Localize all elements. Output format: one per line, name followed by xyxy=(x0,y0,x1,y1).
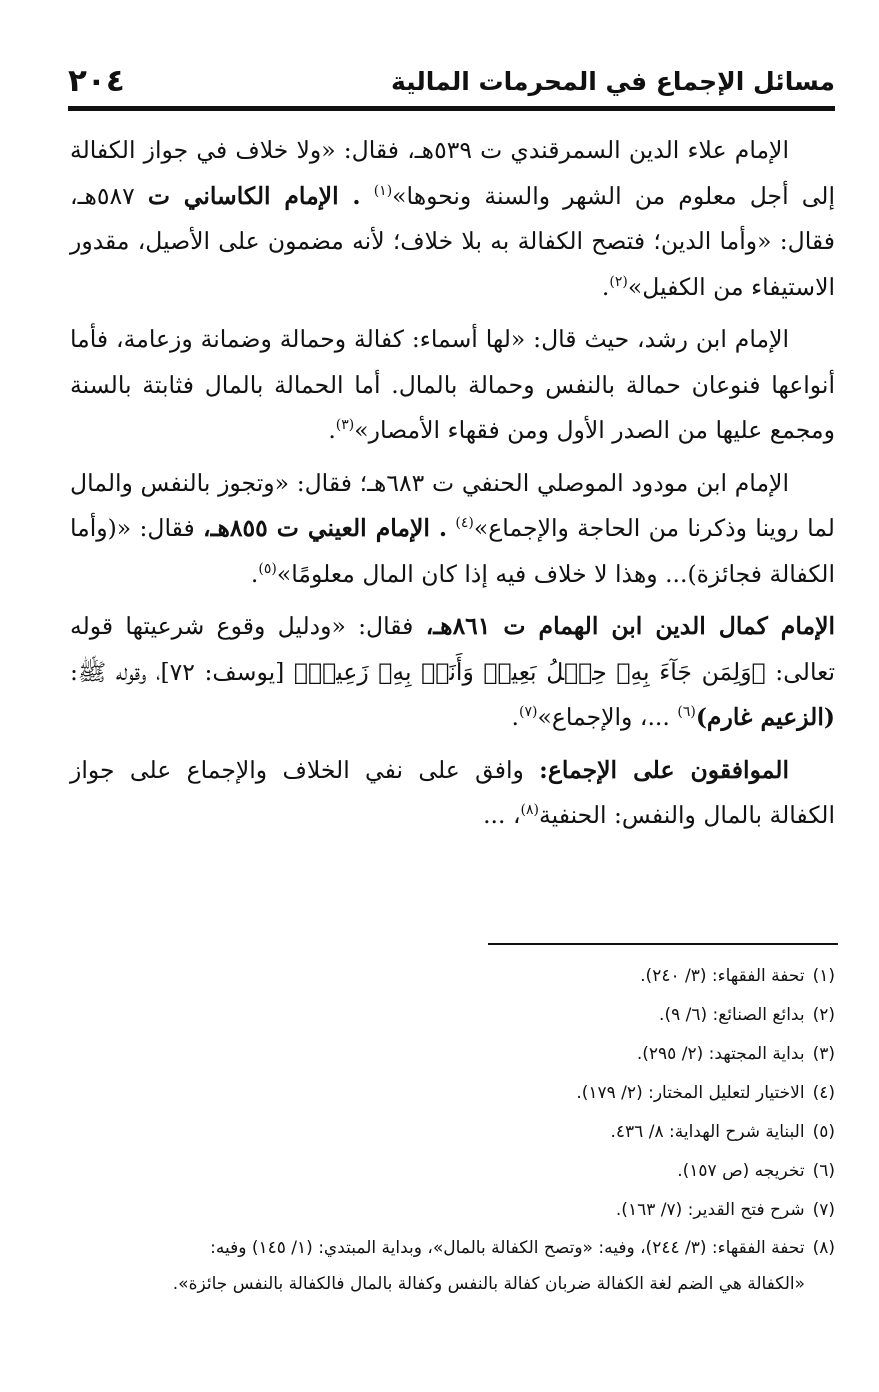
footnote-text: تحفة الفقهاء: (٣/ ٢٤٠). xyxy=(640,966,805,986)
paragraph-ibn-al-humam xyxy=(70,604,835,741)
footnote-text: البناية شرح الهداية: ٨/ ٤٣٦. xyxy=(610,1122,805,1142)
footnote-text: شرح فتح القدير: (٧/ ١٦٣). xyxy=(615,1200,805,1220)
paragraph-text: ...، والإجماع» xyxy=(537,703,670,731)
paragraph-end: ، ... xyxy=(483,801,521,829)
footnote-ref[interactable]: (٤) xyxy=(455,515,474,532)
footnote-text: بداية المجتهد: (٢/ ٢٩٥). xyxy=(636,1044,805,1064)
header-rule xyxy=(68,106,835,111)
bold-scholar-name: الإمام كمال الدين ابن الهمام ت ٨٦١هـ، xyxy=(425,612,835,640)
footnote-item xyxy=(70,1035,835,1074)
body-text xyxy=(70,128,835,846)
footnote-separator xyxy=(488,943,838,945)
paragraph-text: الإمام ابن مودود الموصلي الحنفي ت ٦٨٣هـ؛ فقال: «وتجوز بالنفس والمال لما روينا وذكرنا من الحاجة والإجماع» xyxy=(70,468,835,542)
paragraph-samarqandi-kasani xyxy=(70,128,835,310)
footnote-item xyxy=(70,1152,835,1191)
footnote-number: (٦) xyxy=(812,1161,835,1181)
page-number: ٢٠٤ xyxy=(68,63,125,99)
footnote-text: بدائع الصنائع: (٦/ ٩). xyxy=(659,1005,805,1025)
footnote-ref[interactable]: (٨) xyxy=(520,802,539,819)
paragraph-text: الإمام ابن رشد، حيث قال: «لها أسماء: كفالة وحمالة وضمانة وزعامة، فأما أنواعها فنوعان حمالة بالنفس وحمالة بالمال. أما الحمالة بالمال فثابتة بالسنة ومجمع عليها من الصدر الأول ومن فقهاء الأمصار» xyxy=(70,325,835,444)
footnote-number: (٨) xyxy=(812,1238,835,1258)
footnote-number: (٤) xyxy=(812,1083,835,1103)
paragraph-text: فقال: «(وأما الكفالة فجائزة)... وهذا لا خلاف فيه إذا كان المال معلومًا» xyxy=(70,514,835,588)
bold-heading: الموافقون على الإجماع: xyxy=(539,755,789,784)
footnote-continuation: «الكفالة هي الضم لغة الكفالة ضربان كفالة بالنفس وكفالة بالمال فالكفالة بالنفس جائزة». xyxy=(172,1274,805,1294)
bold-scholar-name: . الإمام العيني ت ٨٥٥هـ، xyxy=(203,514,448,542)
footnote-ref[interactable]: (٧) xyxy=(518,704,538,721)
footnote-number: (١) xyxy=(812,966,835,986)
footnote-ref[interactable]: (٦) xyxy=(677,704,696,721)
footnote-number: (٥) xyxy=(812,1122,835,1142)
footnote-item xyxy=(70,1113,835,1152)
footnote-number: (٧) xyxy=(812,1200,835,1220)
paragraph-text: ٥٨٧هـ، فقال: «وأما الدين؛ فتصح الكفالة به بلا خلاف؛ لأنه مضمون على الأصيل، مقدور الاستيفاء من الكفيل» xyxy=(70,181,835,301)
running-title: مسائل الإجماع في المحرمات المالية xyxy=(390,67,835,96)
footnote-item xyxy=(70,996,835,1035)
footnote-number: (٢) xyxy=(812,1005,835,1025)
footnote-item xyxy=(70,1074,835,1113)
paragraph-text: فقال: «ودليل وقوع شرعيتها قوله تعالى: ﴿وَلِمَن جَآءَ بِهِۦ حِمۡلُ بَعِيرٖ وَأَنَا۠ بِهِۦ زَعِيمٞ﴾ [يوسف: ٧٢]، وقوله ﷺ: xyxy=(70,612,835,686)
paragraph-mawsili-ayni xyxy=(70,461,835,598)
paragraph-end: . xyxy=(328,416,336,444)
paragraph-text: الإمام علاء الدين السمرقندي ت ٥٣٩هـ، فقال: «ولا خلاف في جواز الكفالة إلى أجل معلوم من الشهر والسنة ونحوها» xyxy=(70,136,835,210)
page-header xyxy=(68,55,835,105)
paragraph-end: . xyxy=(601,272,610,301)
bold-hadith: (الزعيم غارم) xyxy=(695,703,835,731)
footnote-number: (٣) xyxy=(812,1044,835,1064)
paragraph-agreeing-scholars xyxy=(70,748,835,839)
footnote-ref[interactable]: (٥) xyxy=(258,560,277,577)
footnotes xyxy=(70,957,835,1302)
footnote-item xyxy=(70,957,835,996)
bold-scholar-name: . الإمام الكاساني ت xyxy=(147,181,361,210)
paragraph-text: وافق على نفي الخلاف والإجماع على جواز الكفالة بالمال والنفس: الحنفية xyxy=(70,755,835,829)
footnote-text: تخريجه (ص ١٥٧). xyxy=(677,1161,805,1181)
paragraph-end: . xyxy=(250,559,259,588)
footnote-ref[interactable]: (٢) xyxy=(609,273,628,290)
footnote-item xyxy=(70,1191,835,1230)
footnote-text: الاختيار لتعليل المختار: (٢/ ١٧٩). xyxy=(576,1083,805,1103)
paragraph-ibn-rushd xyxy=(70,317,835,454)
footnote-text: تحفة الفقهاء: (٣/ ٢٤٤)، وفيه: «وتصح الكفالة بالمال»، وبداية المبتدي: (١/ ١٤٥) وفيه: xyxy=(210,1238,805,1258)
footnote-ref[interactable]: (١) xyxy=(373,182,393,199)
footnote-item xyxy=(70,1230,835,1266)
footnote-ref[interactable]: (٣) xyxy=(335,417,355,434)
paragraph-end: . xyxy=(511,703,519,731)
